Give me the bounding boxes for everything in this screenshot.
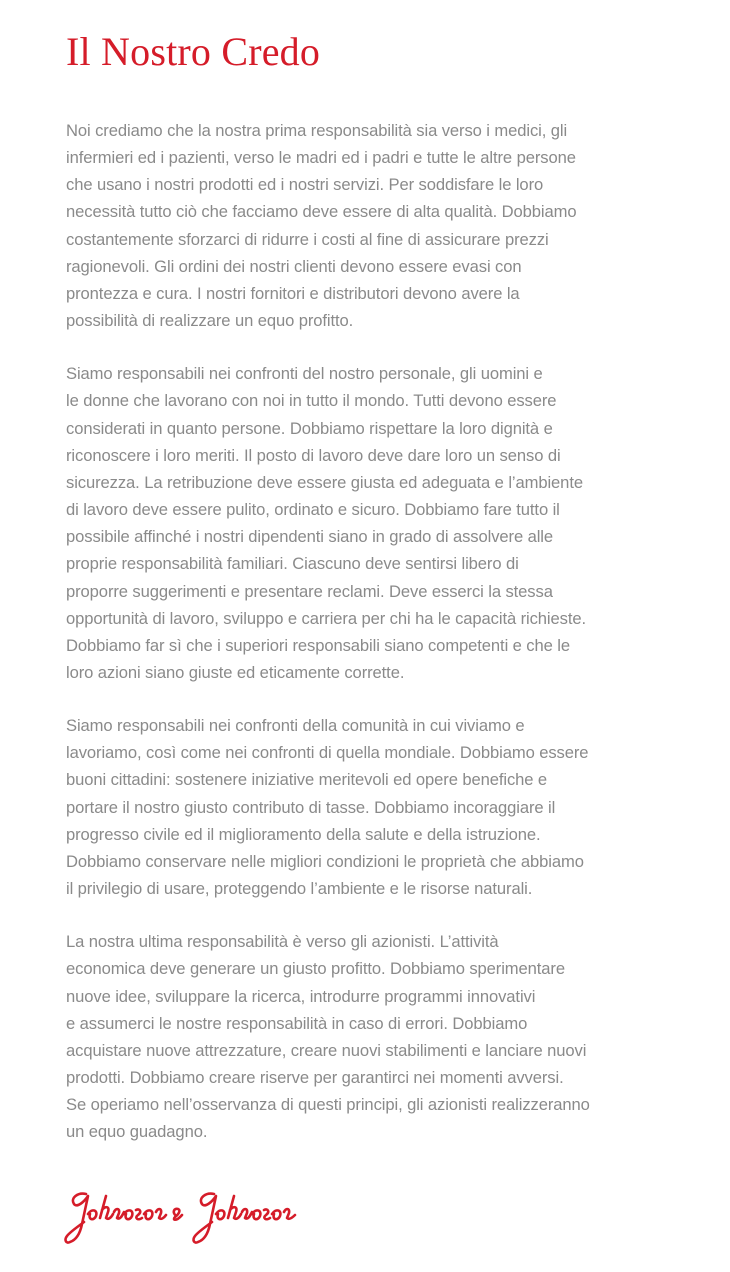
paragraph-communities: Siamo responsabili nei confronti della comunità in cui viviamo e lavoriamo, così come nei confronti di quella mondiale. Dobbiamo essere buoni cittadini: sostenere iniziative meritevoli ed opere benefiche e portare il nostro giusto contributo di tasse. Dobbiamo incoraggiare il progresso civile ed il miglioramento della salute e della istruzione. Dobbiamo conservare nelle migliori condizioni le proprietà che abbiamo il privilegio di usare, proteggendo l’ambiente e le risorse naturali. — [66, 716, 589, 899]
credo-body — [66, 117, 648, 1171]
paragraph-stockholders: La nostra ultima responsabilità è verso gli azionisti. L’attività economica deve generare un giusto profitto. Dobbiamo sperimentare nuove idee, sviluppare la ricerca, introdurre programmi innovativi e assumerci le nostre responsabilità in caso di errori. Dobbiamo acquistare nuove attrezzature, creare nuovi stabilimenti e lanciare nuovi prodotti. Dobbiamo creare riserve per garantirci nei momenti avversi. Se operiamo nell’osservanza di questi principi, gli azionisti realizzeranno un equo guadagno. — [66, 932, 590, 1142]
paragraph-employees: Siamo responsabili nei confronti del nostro personale, gli uomini e le donne che lavorano con noi in tutto il mondo. Tutti devono essere considerati in quanto persone. Dobbiamo rispettare la loro dignità e riconoscere i loro meriti. Il posto di lavoro deve dare loro un senso di sicurezza. La retribuzione deve essere giusta ed adeguata e l’ambiente di lavoro deve essere pulito, ordinato e sicuro. Dobbiamo fare tutto il possibile affinché i nostri dipendenti siano in grado di assolvere alle proprie responsabilità familiari. Ciascuno deve sentirsi libero di proporre suggerimenti e presentare reclami. Deve esserci la stessa opportunità di lavoro, sviluppo e carriera per chi ha le capacità richieste. Dobbiamo far sì che i superiori responsabili siano competenti e che le loro azioni siano giuste ed eticamente corrette. — [66, 364, 586, 682]
johnson-and-johnson-logo — [64, 1188, 354, 1250]
johnson-and-johnson-logo-icon — [64, 1188, 354, 1250]
page-title: Il Nostro Credo — [66, 29, 321, 74]
paragraph-customers: Noi crediamo che la nostra prima responsabilità sia verso i medici, gli infermieri ed i pazienti, verso le madri ed i padri e tutte le altre persone che usano i nostri prodotti ed i nostri servizi. Per soddisfare le loro necessità tutto ciò che facciamo deve essere di alta qualità. Dobbiamo costantemente sforzarci di ridurre i costi al fine di assicurare prezzi ragionevoli. Gli ordini dei nostri clienti devono essere evasi con prontezza e cura. I nostri fornitori e distributori devono avere la possibilità di realizzare un equo profitto. — [66, 121, 577, 331]
